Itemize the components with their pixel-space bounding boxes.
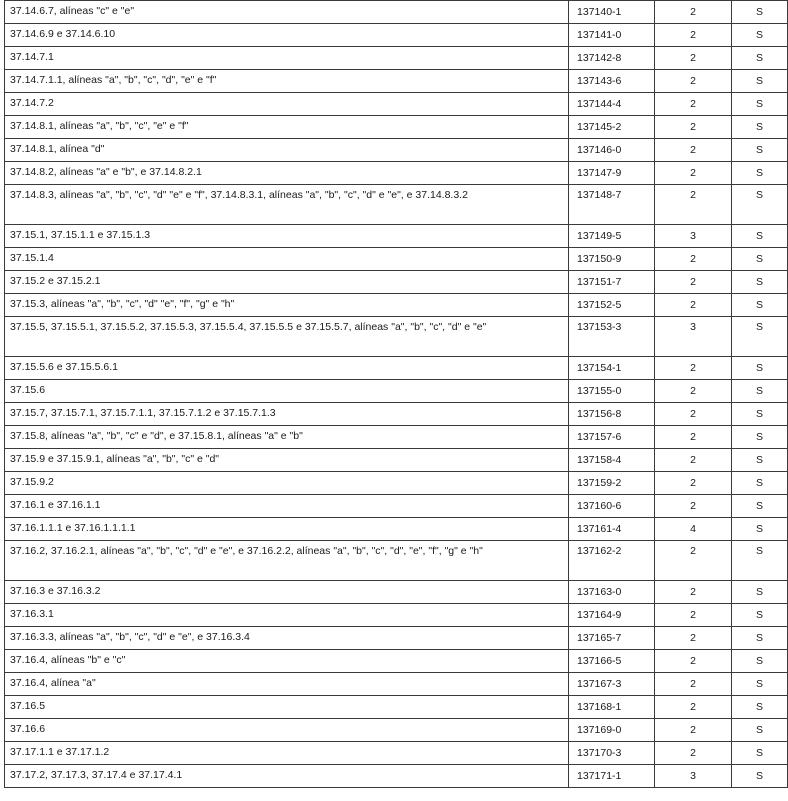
points-cell: 2 xyxy=(655,357,732,380)
item-reference-cell: 37.16.4, alínea "a" xyxy=(5,673,569,696)
infraction-code-cell: 137155-0 xyxy=(569,380,655,403)
infraction-code-cell: 137169-0 xyxy=(569,719,655,742)
points-cell: 3 xyxy=(655,765,732,788)
table-row xyxy=(5,248,788,271)
infraction-code-cell: 137143-6 xyxy=(569,70,655,93)
item-reference-cell: 37.17.1.1 e 37.17.1.2 xyxy=(5,742,569,765)
item-reference-cell: 37.16.3.1 xyxy=(5,604,569,627)
type-cell: S xyxy=(732,294,788,317)
points-cell: 2 xyxy=(655,403,732,426)
infraction-code-cell: 137171-1 xyxy=(569,765,655,788)
type-cell: S xyxy=(732,248,788,271)
item-reference-cell: 37.14.6.9 e 37.14.6.10 xyxy=(5,24,569,47)
table-row xyxy=(5,93,788,116)
points-cell: 2 xyxy=(655,426,732,449)
points-cell: 3 xyxy=(655,317,732,357)
table-row xyxy=(5,581,788,604)
points-cell: 2 xyxy=(655,93,732,116)
points-cell: 2 xyxy=(655,248,732,271)
table-row xyxy=(5,162,788,185)
type-cell: S xyxy=(732,742,788,765)
type-cell: S xyxy=(732,696,788,719)
type-cell: S xyxy=(732,581,788,604)
item-reference-cell: 37.15.5.6 e 37.15.5.6.1 xyxy=(5,357,569,380)
table-row xyxy=(5,449,788,472)
table-row xyxy=(5,696,788,719)
table-row xyxy=(5,139,788,162)
item-reference-cell: 37.15.1.4 xyxy=(5,248,569,271)
type-cell: S xyxy=(732,518,788,541)
item-reference-cell: 37.14.8.3, alíneas "a", "b", "c", "d" "e" e "f", 37.14.8.3.1, alíneas "a", "b", "c", "d" e "e", e 37.14.8.3.2 xyxy=(5,185,569,225)
type-cell: S xyxy=(732,403,788,426)
infraction-code-cell: 137154-1 xyxy=(569,357,655,380)
type-cell: S xyxy=(732,139,788,162)
points-cell: 2 xyxy=(655,116,732,139)
points-cell: 2 xyxy=(655,185,732,225)
table-row xyxy=(5,742,788,765)
infraction-code-cell: 137148-7 xyxy=(569,185,655,225)
table-row xyxy=(5,271,788,294)
type-cell: S xyxy=(732,357,788,380)
table-row xyxy=(5,357,788,380)
points-cell: 2 xyxy=(655,541,732,581)
table-row xyxy=(5,426,788,449)
points-cell: 2 xyxy=(655,139,732,162)
item-reference-cell: 37.16.1.1.1 e 37.16.1.1.1.1 xyxy=(5,518,569,541)
type-cell: S xyxy=(732,765,788,788)
table-row xyxy=(5,541,788,581)
infraction-code-cell: 137151-7 xyxy=(569,271,655,294)
type-cell: S xyxy=(732,225,788,248)
infraction-code-cell: 137157-6 xyxy=(569,426,655,449)
type-cell: S xyxy=(732,380,788,403)
table-row xyxy=(5,627,788,650)
type-cell: S xyxy=(732,93,788,116)
infraction-code-cell: 137168-1 xyxy=(569,696,655,719)
table-row xyxy=(5,765,788,788)
item-reference-cell: 37.16.4, alíneas "b" e "c" xyxy=(5,650,569,673)
infraction-code-cell: 137162-2 xyxy=(569,541,655,581)
points-cell: 2 xyxy=(655,449,732,472)
points-cell: 2 xyxy=(655,271,732,294)
type-cell: S xyxy=(732,541,788,581)
infraction-code-cell: 137170-3 xyxy=(569,742,655,765)
table-row xyxy=(5,403,788,426)
item-reference-cell: 37.14.7.1.1, alíneas "a", "b", "c", "d", "e" e "f" xyxy=(5,70,569,93)
item-reference-cell: 37.15.2 e 37.15.2.1 xyxy=(5,271,569,294)
type-cell: S xyxy=(732,317,788,357)
infraction-code-cell: 137158-4 xyxy=(569,449,655,472)
infraction-code-table xyxy=(4,0,788,788)
points-cell: 2 xyxy=(655,673,732,696)
points-cell: 2 xyxy=(655,380,732,403)
type-cell: S xyxy=(732,472,788,495)
table-row xyxy=(5,495,788,518)
item-reference-cell: 37.14.6.7, alíneas "c" e "e" xyxy=(5,1,569,24)
item-reference-cell: 37.14.8.2, alíneas "a" e "b", e 37.14.8.2.1 xyxy=(5,162,569,185)
points-cell: 2 xyxy=(655,70,732,93)
item-reference-cell: 37.14.8.1, alíneas "a", "b", "c", "e" e "f" xyxy=(5,116,569,139)
type-cell: S xyxy=(732,449,788,472)
infraction-code-cell: 137150-9 xyxy=(569,248,655,271)
points-cell: 2 xyxy=(655,1,732,24)
type-cell: S xyxy=(732,495,788,518)
type-cell: S xyxy=(732,162,788,185)
infraction-code-cell: 137145-2 xyxy=(569,116,655,139)
infraction-code-cell: 137153-3 xyxy=(569,317,655,357)
table-row xyxy=(5,47,788,70)
points-cell: 2 xyxy=(655,162,732,185)
table-row xyxy=(5,116,788,139)
infraction-code-cell: 137140-1 xyxy=(569,1,655,24)
points-cell: 2 xyxy=(655,24,732,47)
table-row xyxy=(5,719,788,742)
table-row xyxy=(5,70,788,93)
infraction-code-cell: 137144-4 xyxy=(569,93,655,116)
item-reference-cell: 37.15.6 xyxy=(5,380,569,403)
infraction-code-cell: 137161-4 xyxy=(569,518,655,541)
points-cell: 2 xyxy=(655,294,732,317)
points-cell: 2 xyxy=(655,581,732,604)
item-reference-cell: 37.14.7.1 xyxy=(5,47,569,70)
points-cell: 3 xyxy=(655,225,732,248)
table-row xyxy=(5,650,788,673)
points-cell: 2 xyxy=(655,495,732,518)
infraction-code-cell: 137149-5 xyxy=(569,225,655,248)
item-reference-cell: 37.15.3, alíneas "a", "b", "c", "d" "e", "f", "g" e "h" xyxy=(5,294,569,317)
item-reference-cell: 37.15.8, alíneas "a", "b", "c" e "d", e 37.15.8.1, alíneas "a" e "b" xyxy=(5,426,569,449)
points-cell: 4 xyxy=(655,518,732,541)
infraction-code-cell: 137142-8 xyxy=(569,47,655,70)
points-cell: 2 xyxy=(655,696,732,719)
infraction-code-cell: 137152-5 xyxy=(569,294,655,317)
item-reference-cell: 37.14.7.2 xyxy=(5,93,569,116)
infraction-code-cell: 137163-0 xyxy=(569,581,655,604)
table-row xyxy=(5,1,788,24)
infraction-code-cell: 137164-9 xyxy=(569,604,655,627)
table-body xyxy=(5,1,788,788)
infraction-code-cell: 137160-6 xyxy=(569,495,655,518)
infraction-code-cell: 137147-9 xyxy=(569,162,655,185)
points-cell: 2 xyxy=(655,719,732,742)
type-cell: S xyxy=(732,1,788,24)
infraction-code-cell: 137167-3 xyxy=(569,673,655,696)
item-reference-cell: 37.15.5, 37.15.5.1, 37.15.5.2, 37.15.5.3, 37.15.5.4, 37.15.5.5 e 37.15.5.7, alíneas "a", "b", "c", "d" e "e" xyxy=(5,317,569,357)
infraction-code-cell: 137156-8 xyxy=(569,403,655,426)
table-row xyxy=(5,604,788,627)
type-cell: S xyxy=(732,627,788,650)
item-reference-cell: 37.16.3.3, alíneas "a", "b", "c", "d" e "e", e 37.16.3.4 xyxy=(5,627,569,650)
item-reference-cell: 37.17.2, 37.17.3, 37.17.4 e 37.17.4.1 xyxy=(5,765,569,788)
item-reference-cell: 37.15.9.2 xyxy=(5,472,569,495)
table-row xyxy=(5,380,788,403)
type-cell: S xyxy=(732,116,788,139)
item-reference-cell: 37.16.3 e 37.16.3.2 xyxy=(5,581,569,604)
infraction-code-cell: 137146-0 xyxy=(569,139,655,162)
item-reference-cell: 37.16.1 e 37.16.1.1 xyxy=(5,495,569,518)
points-cell: 2 xyxy=(655,604,732,627)
table-row xyxy=(5,225,788,248)
item-reference-cell: 37.16.2, 37.16.2.1, alíneas "a", "b", "c", "d" e "e", e 37.16.2.2, alíneas "a", "b", "c", "d", "e", "f", "g" e "h" xyxy=(5,541,569,581)
type-cell: S xyxy=(732,719,788,742)
infraction-code-cell: 137159-2 xyxy=(569,472,655,495)
type-cell: S xyxy=(732,426,788,449)
points-cell: 2 xyxy=(655,472,732,495)
infraction-code-cell: 137166-5 xyxy=(569,650,655,673)
table-row xyxy=(5,294,788,317)
type-cell: S xyxy=(732,673,788,696)
table-row xyxy=(5,317,788,357)
item-reference-cell: 37.16.5 xyxy=(5,696,569,719)
item-reference-cell: 37.14.8.1, alínea "d" xyxy=(5,139,569,162)
points-cell: 2 xyxy=(655,742,732,765)
points-cell: 2 xyxy=(655,47,732,70)
item-reference-cell: 37.15.7, 37.15.7.1, 37.15.7.1.1, 37.15.7.1.2 e 37.15.7.1.3 xyxy=(5,403,569,426)
points-cell: 2 xyxy=(655,627,732,650)
points-cell: 2 xyxy=(655,650,732,673)
type-cell: S xyxy=(732,185,788,225)
table-row xyxy=(5,472,788,495)
table-row xyxy=(5,185,788,225)
type-cell: S xyxy=(732,271,788,294)
infraction-code-cell: 137165-7 xyxy=(569,627,655,650)
item-reference-cell: 37.16.6 xyxy=(5,719,569,742)
table-row xyxy=(5,24,788,47)
type-cell: S xyxy=(732,70,788,93)
infraction-code-cell: 137141-0 xyxy=(569,24,655,47)
item-reference-cell: 37.15.9 e 37.15.9.1, alíneas "a", "b", "c" e "d" xyxy=(5,449,569,472)
table-row xyxy=(5,673,788,696)
type-cell: S xyxy=(732,604,788,627)
type-cell: S xyxy=(732,650,788,673)
type-cell: S xyxy=(732,24,788,47)
type-cell: S xyxy=(732,47,788,70)
table-row xyxy=(5,518,788,541)
item-reference-cell: 37.15.1, 37.15.1.1 e 37.15.1.3 xyxy=(5,225,569,248)
